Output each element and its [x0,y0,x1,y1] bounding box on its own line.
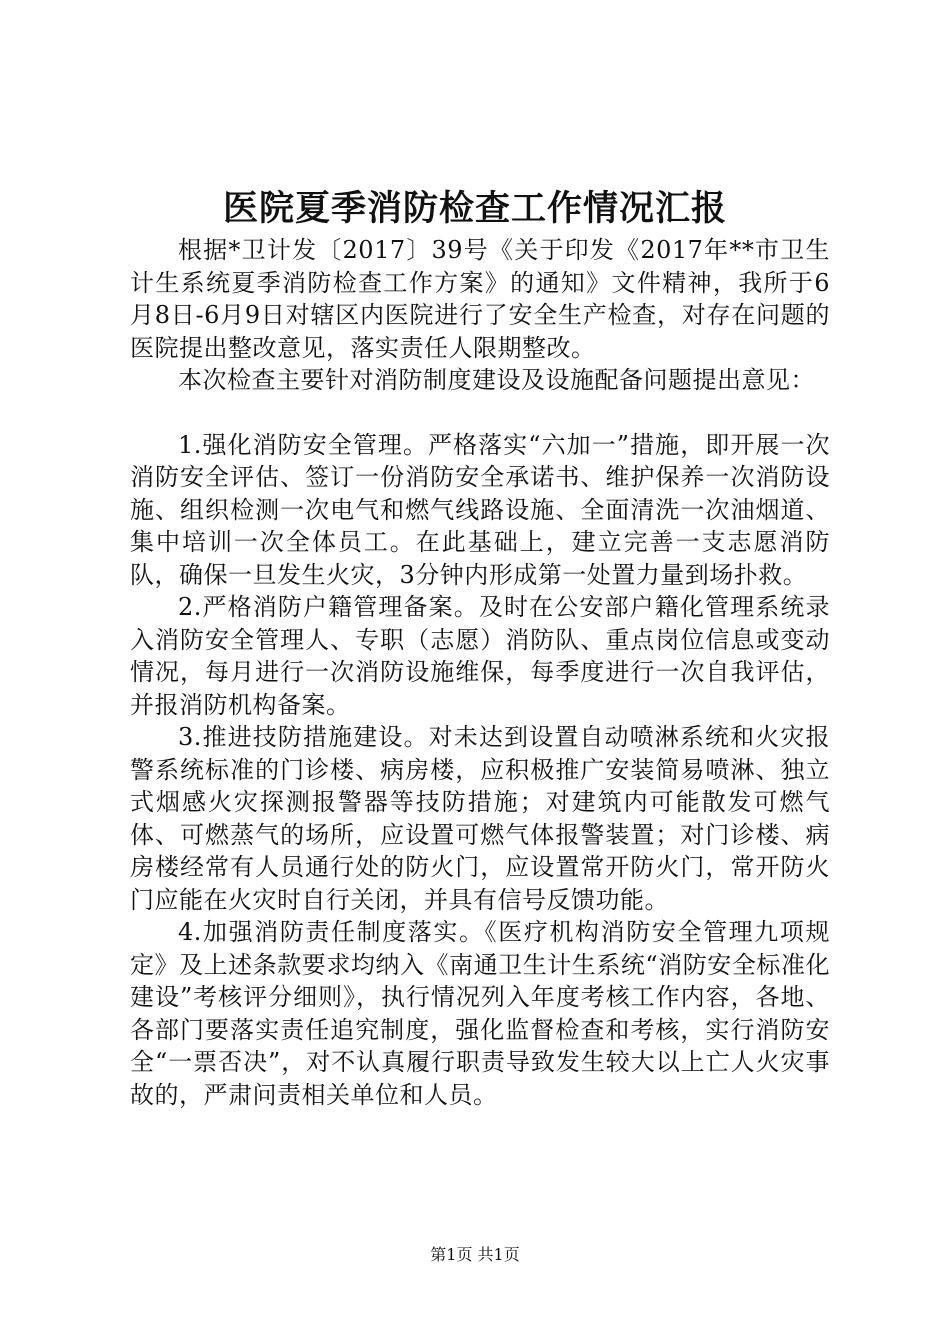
page-footer: 第1页 共1页 [430,1245,520,1264]
document-body [130,234,830,1111]
paragraph-item-2: 2.严格消防户籍管理备案。及时在公安部户籍化管理系统录入消防安全管理人、专职（志愿）消防队、重点岗位信息或变动情况，每月进行一次消防设施维保，每季度进行一次自我评估，并报消防机构备案。 [130,593,830,719]
document-title: 医院夏季消防检查工作情况汇报 [222,188,727,229]
paragraph-item-4: 4.加强消防责任制度落实。《医疗机构消防安全管理九项规定》及上述条款要求均纳入《南通卫生计生系统“消防安全标准化建设”考核评分细则》，执行情况列入年度考核工作内容，各地、各部门要落实责任追究制度，强化监督检查和考核，实行消防安全“一票否决”，对不认真履行职责导致发生较大以上亡人火灾事故的，严肃问责相关单位和人员。 [130,918,830,1109]
paragraph-item-3: 3.推进技防措施建设。对未达到设置自动喷淋系统和火灾报警系统标准的门诊楼、病房楼，应积极推广安装简易喷淋、独立式烟感火灾探测报警器等技防措施；对建筑内可能散发可燃气体、可燃蒸气的场所，应设置可燃气体报警装置；对门诊楼、病房楼经常有人员通行处的防火门，应设置常开防火门，常开防火门应能在火灾时自行关闭，并具有信号反馈功能。 [130,723,830,914]
paragraph-summary: 本次检查主要针对消防制度建设及设施配备问题提出意见： [178,366,815,394]
paragraph-item-1: 1.强化消防安全管理。严格落实“六加一”措施，即开展一次消防安全评估、签订一份消防安全承诺书、维护保养一次消防设施、组织检测一次电气和燃气线路设施、全面清洗一次油烟道、集中培训一次全体员工。在此基础上，建立完善一支志愿消防队，确保一旦发生火灾，3分钟内形成第一处置力量到场扑救。 [130,430,830,589]
paragraph-intro: 根据*卫计发〔2017〕39号《关于印发《2017年**市卫生计生系统夏季消防检查工作方案》的通知》文件精神，我所于6月8日-6月9日对辖区内医院进行了安全生产检查，对存在问题的医院提出整改意见，落实责任人限期整改。 [130,236,830,362]
